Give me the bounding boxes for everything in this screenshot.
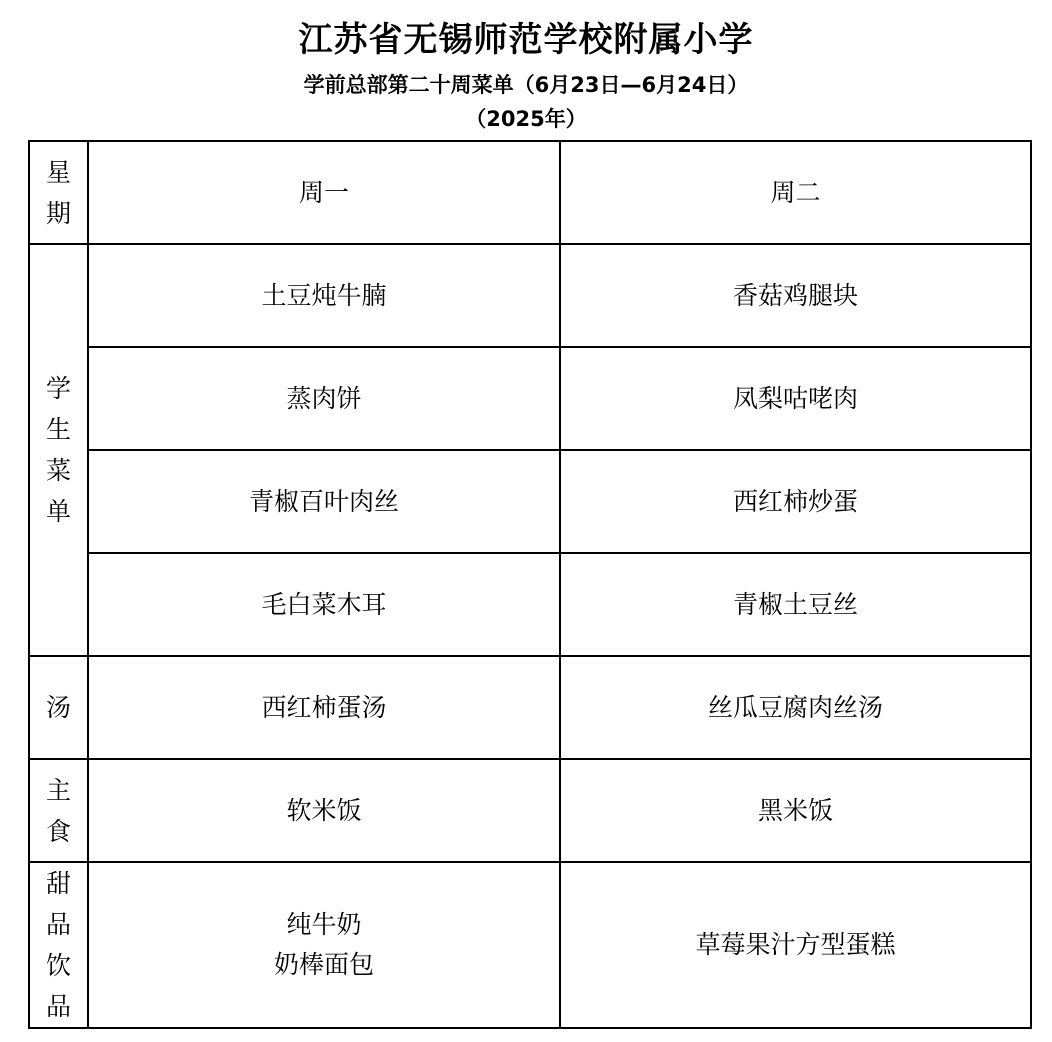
student-menu-row bbox=[29, 450, 1031, 553]
day-header-monday: 周一 bbox=[88, 141, 560, 244]
dessert-item: 奶棒面包 bbox=[273, 950, 374, 979]
staple-cell-monday: 软米饭 bbox=[88, 759, 560, 862]
dessert-label: 甜品饮品 bbox=[45, 869, 71, 1021]
dish-cell: 毛白菜木耳 bbox=[88, 553, 560, 656]
student-menu-label-cell bbox=[29, 244, 88, 656]
dish-cell: 蒸肉饼 bbox=[88, 347, 560, 450]
menu-year: （2025年） bbox=[465, 107, 587, 131]
dish-cell: 凤梨咕咾肉 bbox=[560, 347, 1031, 450]
student-menu-row bbox=[29, 347, 1031, 450]
student-menu-label: 学生菜单 bbox=[45, 374, 71, 526]
weekday-label-cell bbox=[29, 141, 88, 244]
staple-row bbox=[29, 759, 1031, 862]
dessert-item: 纯牛奶 bbox=[286, 910, 362, 939]
dish-cell: 青椒土豆丝 bbox=[560, 553, 1031, 656]
dish-cell: 土豆炖牛腩 bbox=[88, 244, 560, 347]
staple-label-cell bbox=[29, 759, 88, 862]
dessert-cell-monday bbox=[88, 862, 560, 1028]
soup-row bbox=[29, 656, 1031, 759]
menu-table bbox=[28, 140, 1032, 1029]
day-header-tuesday: 周二 bbox=[560, 141, 1031, 244]
menu-subtitle: 学前总部第二十周菜单（6月23日—6月24日） bbox=[303, 73, 749, 97]
soup-cell-tuesday: 丝瓜豆腐肉丝汤 bbox=[560, 656, 1031, 759]
staple-label: 主食 bbox=[45, 775, 71, 846]
student-menu-row bbox=[29, 244, 1031, 347]
staple-cell-tuesday: 黑米饭 bbox=[560, 759, 1031, 862]
soup-label-cell bbox=[29, 656, 88, 759]
dessert-label-cell bbox=[29, 862, 88, 1028]
soup-cell-monday: 西红柿蛋汤 bbox=[88, 656, 560, 759]
dish-cell: 西红柿炒蛋 bbox=[560, 450, 1031, 553]
student-menu-row bbox=[29, 553, 1031, 656]
weekday-label: 星期 bbox=[45, 157, 71, 228]
dish-cell: 青椒百叶肉丝 bbox=[88, 450, 560, 553]
page-title: 江苏省无锡师范学校附属小学 bbox=[298, 20, 754, 60]
dessert-row bbox=[29, 862, 1031, 1028]
dessert-cell-tuesday: 草莓果汁方型蛋糕 bbox=[560, 862, 1031, 1028]
header-row bbox=[29, 141, 1031, 244]
soup-label: 汤 bbox=[45, 693, 71, 722]
dish-cell: 香菇鸡腿块 bbox=[560, 244, 1031, 347]
